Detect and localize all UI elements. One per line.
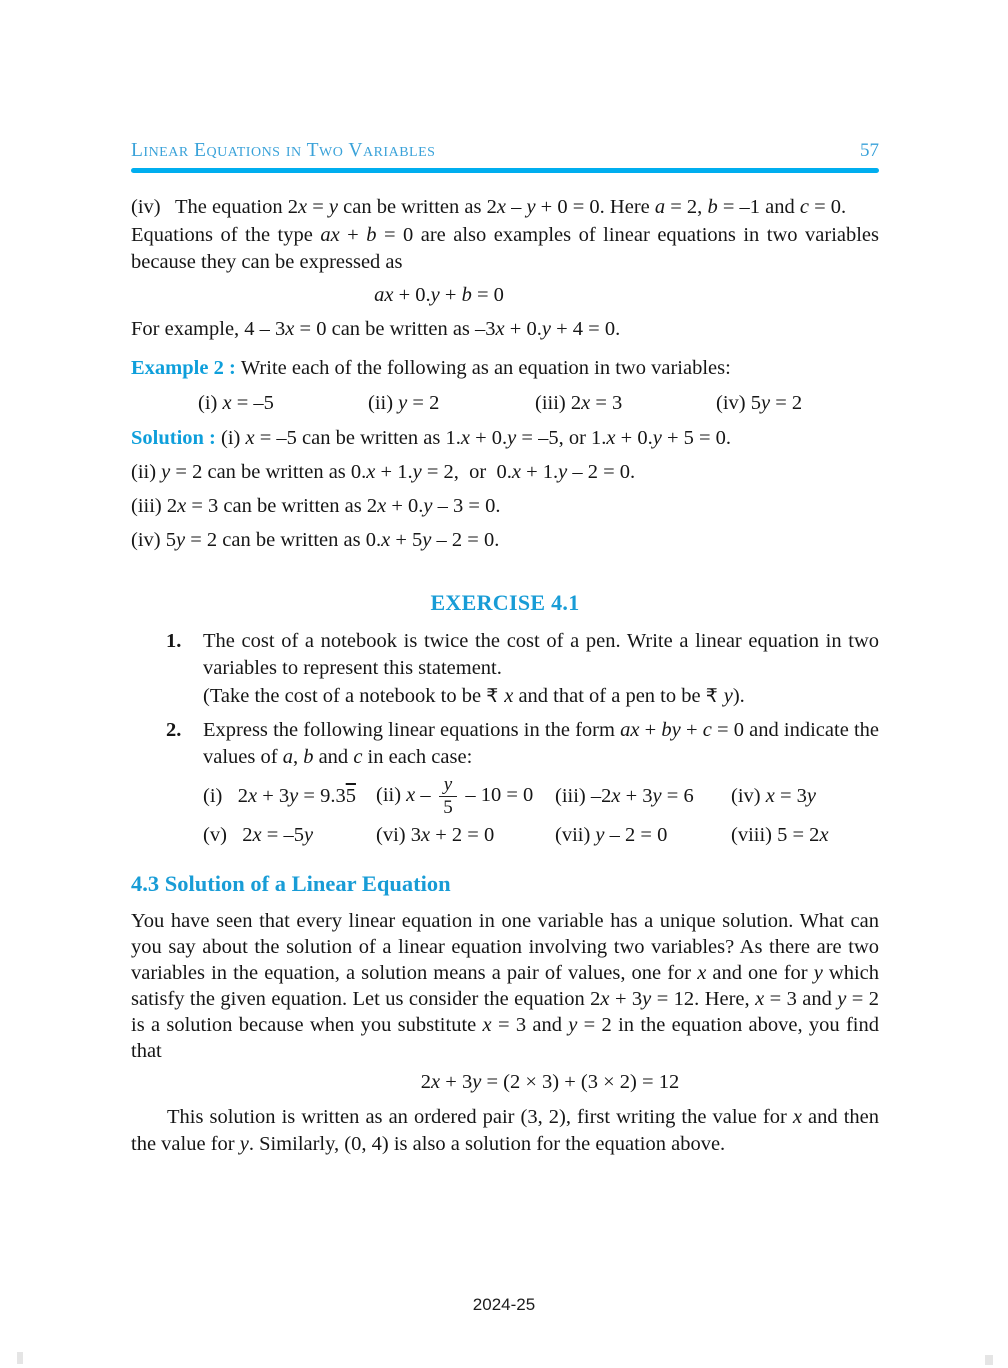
text-run: = –1 and xyxy=(717,196,800,218)
text-run: c xyxy=(702,719,712,741)
text-run: + 5 = 0. xyxy=(661,427,732,449)
text-run: = –5 xyxy=(261,823,304,846)
text-run: (iii) 2 xyxy=(131,495,178,517)
para-solution-i xyxy=(131,425,879,452)
text-run: = 2 can be written as 0. xyxy=(185,529,382,551)
text-run: x xyxy=(755,987,765,1010)
text-run: = 0. xyxy=(808,196,847,218)
text-run: ax xyxy=(620,719,640,741)
text-run: y xyxy=(175,529,186,551)
text-run: + 0. xyxy=(469,427,508,449)
text-run: (iv) 5 xyxy=(131,529,176,551)
text-run: x xyxy=(366,461,376,483)
text-run: = xyxy=(307,196,329,218)
text-run: c xyxy=(799,196,809,218)
text-run: – 10 = 0 xyxy=(460,784,534,807)
text-run: (ii) xyxy=(368,392,399,414)
text-run: (viii) 5 = 2 xyxy=(731,823,820,846)
exercise-2-equations-row-2 xyxy=(131,822,879,849)
text-run: Equations of the type xyxy=(131,224,321,246)
para-take-cost-note xyxy=(131,683,879,710)
text-run: y xyxy=(423,495,433,517)
text-run: = 0 can be written as –3 xyxy=(294,318,496,340)
text-run: + 5 xyxy=(390,529,423,551)
text-run: = 2 in the equation above, you find that xyxy=(131,1013,879,1062)
text-run: y xyxy=(723,685,733,707)
text-run: + xyxy=(439,284,462,306)
rupee-symbol: ₹ xyxy=(486,685,505,707)
text-run: ax xyxy=(374,284,394,306)
text-run: – xyxy=(415,784,436,807)
text-run: + xyxy=(639,719,662,741)
text-run: x xyxy=(247,784,258,807)
text-run: = –5 can be written as 1. xyxy=(254,427,461,449)
text-run: x xyxy=(611,784,621,807)
section-4-3-heading: 4.3 Solution of a Linear Equation xyxy=(131,870,451,896)
text-run: and then the value for xyxy=(131,1105,879,1155)
text-run: x xyxy=(222,392,232,414)
text-run: x xyxy=(285,318,295,340)
text-run: 5 xyxy=(345,784,356,807)
text-run: y xyxy=(472,1070,482,1093)
text-run: y xyxy=(558,461,568,483)
item-number: 2. xyxy=(166,719,182,741)
text-run: (iii) 2 xyxy=(535,392,582,414)
text-run: a xyxy=(282,746,293,768)
text-run: y xyxy=(837,987,847,1010)
example-2-options-row xyxy=(131,390,879,417)
text-run: x xyxy=(765,784,775,807)
text-run: in each case: xyxy=(362,746,473,768)
page-content xyxy=(131,190,879,1158)
para-solution-intro xyxy=(131,908,879,1064)
text-run: 2 xyxy=(420,1070,432,1093)
text-run: x xyxy=(252,823,262,846)
text-run: – 3 = 0. xyxy=(432,495,501,517)
text-run: = 2, xyxy=(665,196,708,218)
text-run: y xyxy=(422,529,432,551)
text-run: (iv) 5 xyxy=(716,392,761,414)
text-run: x xyxy=(381,529,391,551)
fraction-denominator: 5 xyxy=(443,796,453,818)
text-run: , xyxy=(292,746,304,768)
text-run: (Take the cost of a notebook to be xyxy=(203,685,487,707)
text-run: (i) xyxy=(221,427,246,449)
text-run: = 3 and xyxy=(491,1013,569,1036)
equation-cell xyxy=(716,390,879,417)
text-run: (iii) –2 xyxy=(555,784,612,807)
text-run: + 0. xyxy=(393,284,431,306)
equation-cell xyxy=(555,822,731,849)
text-run: y xyxy=(806,784,817,807)
text-run: = 9.3 xyxy=(298,784,346,807)
text-run: + 4 = 0. xyxy=(550,318,621,340)
text-run: = 12. Here, xyxy=(651,987,756,1010)
text-run: and xyxy=(313,746,354,768)
fraction-numerator: y xyxy=(439,775,457,797)
text-run: y xyxy=(328,196,338,218)
text-run: (i) xyxy=(198,392,223,414)
text-run: = 2 xyxy=(770,392,803,414)
text-run: x xyxy=(420,823,431,846)
text-run: x xyxy=(495,318,505,340)
text-run: You have seen that every linear equation in one variable has a unique solution. What can you say about the solution of a linear equation involving two variables? As there are two variables in the equation, a solution means a pair of values, one for xyxy=(131,909,879,984)
text-run: = 3 and xyxy=(764,987,838,1010)
text-run: y xyxy=(398,392,408,414)
para-solution-iv xyxy=(131,527,879,554)
fraction xyxy=(439,775,457,818)
text-run: Example 2 : xyxy=(131,357,241,379)
text-run: (iv) xyxy=(731,784,766,807)
page-title: Linear Equations in Two Variables xyxy=(131,140,436,161)
text-run: x xyxy=(297,196,308,218)
text-run: – xyxy=(505,196,527,218)
text-run: y xyxy=(652,427,662,449)
text-run: y xyxy=(595,823,605,846)
equation-cell xyxy=(203,822,376,849)
text-run: (vi) 3 xyxy=(376,823,421,846)
text-run: ). xyxy=(732,685,745,707)
text-run: = –5 xyxy=(231,392,274,414)
text-run: y xyxy=(430,284,440,306)
text-run: x xyxy=(606,427,616,449)
equation-cell xyxy=(376,775,555,818)
text-run: y xyxy=(303,823,314,846)
equation-cell xyxy=(555,783,731,810)
text-run: = 2, or 0. xyxy=(421,461,512,483)
text-run: y xyxy=(526,196,536,218)
exercise-item-2 xyxy=(131,717,879,771)
text-run: can be written as 2 xyxy=(338,196,497,218)
text-run: x xyxy=(600,987,610,1010)
text-run: = 2 can be written as 0. xyxy=(170,461,367,483)
text-run: x xyxy=(406,784,416,807)
text-run: + xyxy=(339,224,367,246)
text-run: Write each of the following as an equation in two variables: xyxy=(240,357,731,379)
para-for-example xyxy=(131,316,879,343)
text-run: = 6 xyxy=(661,784,694,807)
text-run: + 0. xyxy=(504,318,542,340)
text-run: + 0 = 0. Here xyxy=(535,196,655,218)
text-run: by xyxy=(661,719,681,741)
text-run: x xyxy=(496,196,506,218)
text-run: y xyxy=(642,987,652,1010)
text-run: y xyxy=(568,1013,578,1036)
text-run: – 2 = 0 xyxy=(604,823,668,846)
text-run: = 2 is a solution because when you substitute xyxy=(131,987,879,1036)
text-run: + 2 = 0 xyxy=(430,823,495,846)
text-run: ax xyxy=(320,224,340,246)
text-run: x xyxy=(177,495,187,517)
para-item-iv xyxy=(131,192,879,222)
equation-ax-0y-b xyxy=(131,282,879,309)
text-run: + 3 xyxy=(257,784,290,807)
text-run: (ii) xyxy=(131,461,162,483)
text-run: b xyxy=(366,224,377,246)
equation-cell xyxy=(376,822,555,849)
text-run: The cost of a notebook is twice the cost of a pen. Write a linear equation in two variables to represent this statement. xyxy=(203,630,879,679)
text-run: x xyxy=(377,495,387,517)
text-run: (v) 2 xyxy=(203,823,253,846)
text-run: + 3 xyxy=(609,987,643,1010)
text-run: = 0 are also examples of linear equations in two variables because they can be expressed as xyxy=(131,224,880,273)
rupee-symbol: ₹ xyxy=(705,685,724,707)
text-run: (ii) xyxy=(376,784,407,807)
text-run: = –5, or 1. xyxy=(516,427,607,449)
text-run: = 0 and indicate the values of xyxy=(203,719,880,768)
text-run: x xyxy=(511,461,521,483)
text-run: x xyxy=(245,427,255,449)
page-header xyxy=(131,140,879,162)
text-run: y xyxy=(652,784,662,807)
text-run: = 3 xyxy=(590,392,623,414)
item-number: 1. xyxy=(166,630,182,652)
para-solution-ii xyxy=(131,459,879,486)
text-run: (vii) xyxy=(555,823,596,846)
equation-cell xyxy=(731,822,879,849)
text-run: y xyxy=(239,1132,249,1155)
text-run: x xyxy=(697,961,707,984)
text-run: a xyxy=(654,196,666,218)
text-run: x xyxy=(460,427,470,449)
text-run: = (2 × 3) + (3 × 2) = 12 xyxy=(481,1070,680,1093)
text-run: x xyxy=(504,685,514,707)
text-run: – 2 = 0. xyxy=(431,529,500,551)
equation-cell xyxy=(731,783,879,810)
text-run: c xyxy=(353,746,363,768)
equation-cell xyxy=(203,783,376,810)
text-run: x xyxy=(482,1013,492,1036)
text-run: b xyxy=(303,746,314,768)
text-run: x xyxy=(581,392,591,414)
text-run: y xyxy=(289,784,299,807)
text-run: – 2 = 0. xyxy=(567,461,636,483)
para-solution-iii xyxy=(131,493,879,520)
text-run: x xyxy=(431,1070,441,1093)
text-run: b xyxy=(461,284,472,306)
para-ordered-pair xyxy=(131,1104,879,1158)
text-run: + 3 xyxy=(440,1070,473,1093)
text-run: = 0 xyxy=(471,284,504,306)
text-run: . Similarly, (0, 4) is also a solution for the equation above. xyxy=(248,1132,726,1155)
text-run: y xyxy=(507,427,517,449)
text-run: + 0. xyxy=(386,495,424,517)
text-run: Express the following linear equations in the form xyxy=(203,719,621,741)
exercise-2-equations-row-1 xyxy=(131,775,879,818)
equation-cell xyxy=(535,390,716,417)
text-run: b xyxy=(707,196,718,218)
equation-cell xyxy=(368,390,535,417)
text-run: This solution is written as an ordered pair (3, 2), first writing the value for xyxy=(167,1105,793,1128)
text-run: Solution : xyxy=(131,427,221,449)
text-run: + xyxy=(680,719,703,741)
text-run: The equation 2 xyxy=(175,196,298,218)
text-run: y xyxy=(760,392,771,414)
equation-2x-3y-12 xyxy=(131,1069,879,1096)
text-run: + 1. xyxy=(375,461,413,483)
text-run: y xyxy=(161,461,171,483)
text-run: + 0. xyxy=(615,427,653,449)
exercise-heading: EXERCISE 4.1 xyxy=(430,590,580,615)
scan-artifact-mark xyxy=(985,1355,993,1365)
text-run: x xyxy=(792,1105,802,1128)
header-rule xyxy=(131,168,879,173)
text-run: x xyxy=(819,823,829,846)
text-run: + 1. xyxy=(520,461,559,483)
para-equations-of-type xyxy=(131,222,879,276)
text-run: y xyxy=(412,461,422,483)
page-footer: 2024-25 xyxy=(472,1295,536,1314)
exercise-item-1 xyxy=(131,628,879,682)
text-run: = 3 can be written as 2 xyxy=(186,495,378,517)
text-run: + 3 xyxy=(620,784,653,807)
scan-artifact-mark xyxy=(17,1352,23,1364)
text-run: For example, 4 – 3 xyxy=(131,318,286,340)
text-run: and one for xyxy=(706,961,814,984)
item-label: (iv) xyxy=(131,196,161,218)
text-run: (i) 2 xyxy=(203,784,248,807)
para-example-2 xyxy=(131,355,879,382)
text-run: and that of a pen to be xyxy=(513,685,706,707)
text-run: which satisfy the given equation. Let us consider the equation 2 xyxy=(131,961,879,1010)
page-number: 57 xyxy=(860,140,879,161)
text-run: y xyxy=(541,318,551,340)
equation-cell xyxy=(198,390,368,417)
text-run: = 2 xyxy=(407,392,440,414)
text-run: y xyxy=(813,961,823,984)
text-run: = 3 xyxy=(774,784,807,807)
